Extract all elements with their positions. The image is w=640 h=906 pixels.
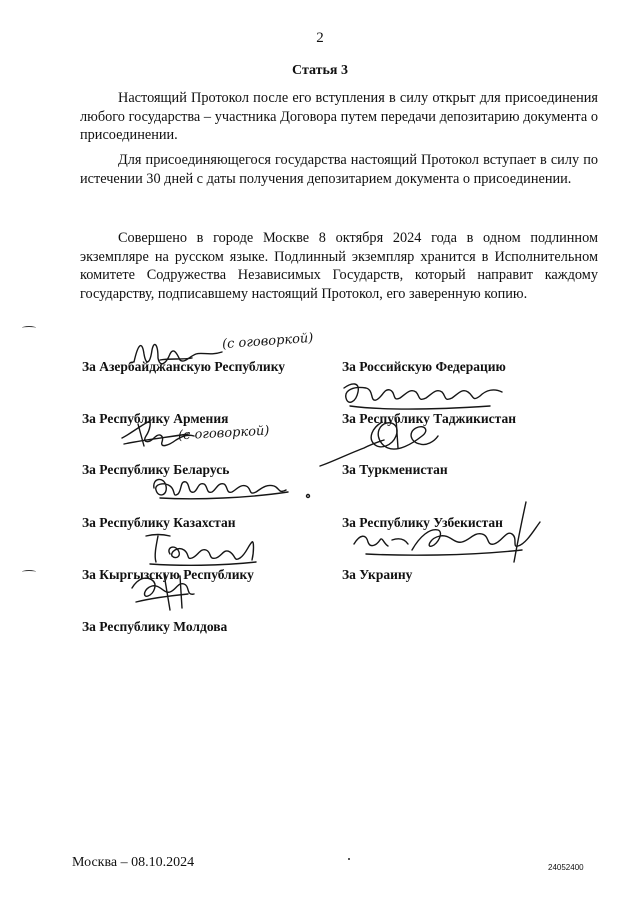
signatory-tajikistan: За Республику Таджикистан xyxy=(342,411,516,426)
stray-mark xyxy=(348,858,350,860)
reservation-note-armenia: (с оговоркой) xyxy=(177,423,270,444)
page-number: 2 xyxy=(316,30,324,46)
signature-azerbaijan xyxy=(130,334,230,374)
signatory-belarus: За Республику Беларусь xyxy=(82,462,230,477)
signature-kyrgyzstan xyxy=(124,568,200,612)
reservation-note-azerbaijan: (с оговоркой) xyxy=(221,330,314,353)
article-title: Статья 3 xyxy=(292,63,348,78)
signatory-uzbekistan: За Республику Узбекистан xyxy=(342,515,503,530)
article-paragraph-1: Настоящий Протокол после его вступления в силу открыт для присоединения любого государства – участника Договора путем передачи депозитарию документа о присоединении. xyxy=(80,90,598,143)
signature-russia xyxy=(340,376,510,416)
signature-armenia xyxy=(118,416,198,452)
signatory-ukraine: За Украину xyxy=(342,567,413,582)
article-paragraph-2: Для присоединяющегося государства настоящий Протокол вступает в силу по истечении 30 дней с даты получения депозитарием документа о присоединении. xyxy=(80,152,598,187)
signature-tajikistan xyxy=(312,414,442,474)
signature-kazakhstan xyxy=(140,530,264,570)
signatory-armenia: За Республику Армения xyxy=(82,411,229,426)
signatory-azerbaijan: За Азербайджанскую Республику xyxy=(82,359,286,374)
footer-document-code: 24052400 xyxy=(548,863,584,872)
footer-place-date: Москва – 08.10.2024 xyxy=(72,855,195,870)
margin-mark xyxy=(22,570,36,574)
signatory-russia: За Российскую Федерацию xyxy=(342,359,506,374)
signatory-kazakhstan: За Республику Казахстан xyxy=(82,515,236,530)
margin-mark xyxy=(22,326,36,330)
signatory-kyrgyzstan: За Кыргызскую Республику xyxy=(82,567,254,582)
closing-paragraph: Совершено в городе Москве 8 октября 2024 года в одном подлинном экземпляре на русском языке. Подлинный экземпляр хранится в Исполнительном комитете Содружества Независимых Государств, который направит каждому государству, подписавшему настоящий Протокол, его заверенную копию. xyxy=(80,230,598,302)
signature-uzbekistan xyxy=(346,500,546,566)
signature-belarus xyxy=(148,470,318,506)
signatory-moldova: За Республику Молдова xyxy=(82,619,228,634)
signatory-turkmenistan: За Туркменистан xyxy=(342,462,448,477)
